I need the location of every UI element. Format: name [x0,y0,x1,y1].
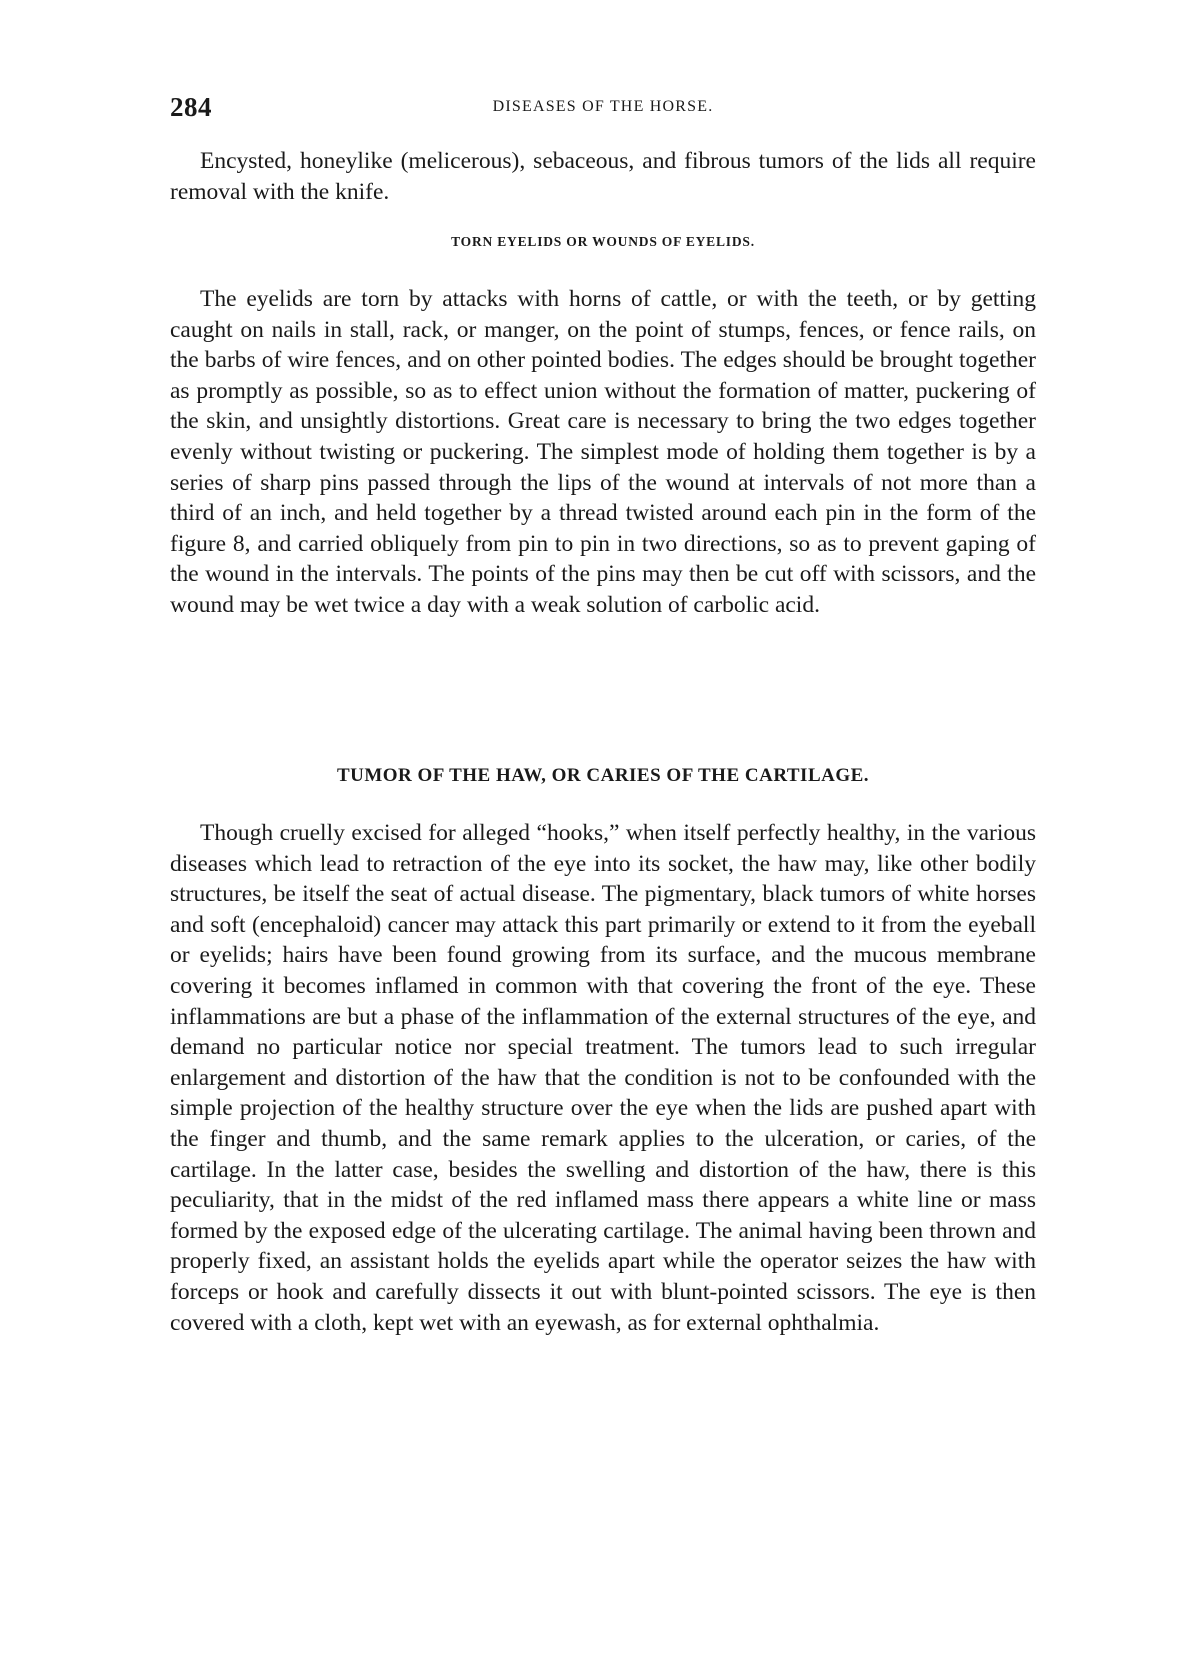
page-header [170,92,1036,132]
intro-section [170,146,1036,207]
tumor-haw-section [170,818,1036,1338]
running-head: DISEASES OF THE HORSE. [492,98,714,115]
intro-paragraph: Encysted, honeylike (melicerous), sebaceous, and fibrous tumors of the lids all require removal with the knife. [170,148,1036,205]
torn-eyelids-paragraph: The eyelids are torn by attacks with horns of cattle, or with the teeth, or by getting caught on nails in stall, rack, or manger, on the point of stumps, fences, or fence rails, on the barbs of wire fences, and on other pointed bodies. The edges should be brought together as promptly as possible, so as to effect union without the formation of matter, puckering of the skin, and unsightly distortions. Great care is necessary to bring the two edges together evenly without twisting or puckering. The simplest mode of holding them together is by a series of sharp pins passed through the lips of the wound at intervals of not more than a third of an inch, and held together by a thread twisted around each pin in the form of the figure 8, and carried obliquely from pin to pin in two directions, so as to prevent gaping of the wound in the intervals. The points of the pins may then be cut off with scissors, and the wound may be wet twice a day with a weak solution of carbolic acid. [170,286,1036,618]
page-number: 284 [170,92,212,122]
torn-eyelids-heading: TORN EYELIDS OR WOUNDS OF EYELIDS. [451,234,755,249]
torn-eyelids-heading-block [170,234,1036,250]
tumor-haw-heading-block [170,765,1036,787]
tumor-haw-heading: TUMOR OF THE HAW, OR CARIES OF THE CARTILAGE. [336,765,870,786]
tumor-haw-paragraph: Though cruelly excised for alleged “hooks,” when itself perfectly healthy, in the various diseases which lead to retraction of the eye into its socket, the haw may, like other bodily structures, be itself the seat of actual disease. The pigmentary, black tumors of white horses and soft (encephaloid) cancer may attack this part primarily or extend to it from the eyeball or eyelids; hairs have been found growing from its surface, and the mucous membrane covering it becomes inflamed in common with that covering the front of the eye. These inflammations are but a phase of the inflammation of the external structures of the eye, and demand no particular notice nor special treatment. The tumors lead to such irregular enlargement and distortion of the haw that the condition is not to be confounded with the simple projection of the healthy structure over the eye when the lids are pushed apart with the finger and thumb, and the same remark applies to the ulceration, or caries, of the cartilage. In the latter case, besides the swelling and distortion of the haw, there is this peculiarity, that in the midst of the red inflamed mass there appears a white line or mass formed by the exposed edge of the ulcerating cartilage. The animal having been thrown and properly fixed, an assistant holds the eyelids apart while the operator seizes the haw with forceps or hook and carefully dissects it out with blunt-pointed scissors. The eye is then covered with a cloth, kept wet with an eyewash, as for external ophthalmia. [170,820,1036,1336]
torn-eyelids-section [170,284,1036,621]
